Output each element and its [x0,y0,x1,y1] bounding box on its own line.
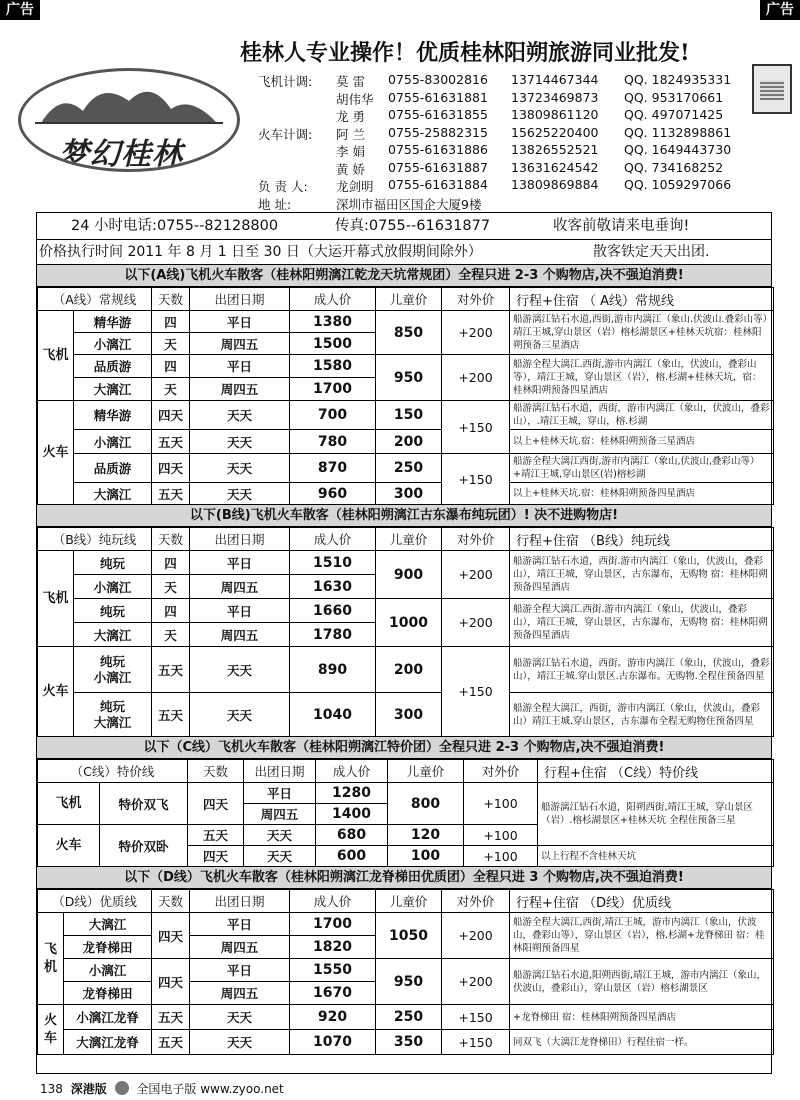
hotline-phone: 24 小时电话:0755--82128800 [71,218,279,234]
page-number: 138 [40,1082,63,1096]
table-row: 火车 小漓江龙脊 五天 天天 920 250 +150 +龙脊梯田 宿：桂林阳朔预备四星酒店 [38,1005,774,1030]
table-row: 飞机 大漓江 四天 平日 1700 1050 +200 船游全程大漓江,西街,靖江王城，游市内漓江（象山，伏波山，叠彩山等），穿山景区（岩），榕.杉湖+龙脊梯田 宿：桂林阳朔预备四星 [38,913,774,936]
contact-row: 黄 娇 0755-61631887 13631624542 QQ. 734168252 [336,159,724,177]
section-d-banner: 以下（D线）飞机火车散客（桂林阳朔漓江龙脊梯田优质团）全程只进 3 个购物店,决不强迫消费! [37,867,771,889]
logo-dot-icon [115,1081,129,1095]
table-row: 小漓江 四天 平日 1550 950 +200 船游漓江钻石水道,阳朔西街,靖江王城，游市内漓江（象山，伏波山，叠彩山），穿山景区（岩）榕杉湖景区 [38,959,774,982]
section-a-banner: 以下(A线)飞机火车散客（桂林阳朔漓江乾龙天坑常规团）全程只进 2-3 个购物店,决不强迫消费! [37,265,771,287]
price-period: 价格执行时间 2011 年 8 月 1 日至 30 日（大运开幕式放假期间除外） 散客铁定天天出团. [37,240,771,265]
section-b-banner: 以下(B线)飞机火车散客（桂林阳朔漓江古东瀑布纯玩团）! 决不进购物店! [37,505,771,527]
hotline-fax: 传真:0755--61631877 [335,218,491,234]
contact-row: 负 责 人: 龙剑明 0755-61631884 13809869884 QQ. 1059297066 [258,177,732,194]
table-row: 飞机 特价双飞 四天 平日 1280 800 +100 船游漓江钻石水道，阳朔西街,靖江王城，穿山景区（岩）.榕杉湖景区+桂林天坑 全程住预备三星 [38,783,774,804]
table-row: 火车 精华游 四天 天天 700 150 +150 船游漓江钻石水道，西街，游市内漓江（象山，伏波山，叠彩山），.靖江王城，穿山，榕.杉湖 [38,401,774,430]
table-row: 大漓江 天 周四五 1700 [38,378,774,401]
table-row: 龙脊梯田 周四五 1670 [38,982,774,1005]
logo-text: 梦幻桂林 [59,137,183,172]
section-d-table [37,889,774,1055]
slogan: 桂林人专业操作！优质桂林阳朔旅游同业批发! [240,40,690,66]
table-row: 小漓江 五天 天天 780 200 以上+桂林天坑.宿：桂林阳朔预备三星酒店 [38,430,774,454]
table-row: 品质游 四 平日 1580 950 +200 船游全程大漓江.西街,游市内漓江（象山，伏波山，叠彩山等），靖江王城，穿山景区（岩），榕.杉湖+桂林天坑，宿：桂林阳朔预备四星酒店 [38,355,774,378]
header [0,20,800,212]
logo [18,68,240,172]
table-row: 飞机 纯玩 四 平日 1510 900 +200 船游漓江钻石水道，西街.游市内漓江（象山，伏波山，叠彩山），靖江王城，穿山景区，古东瀑布，无购物 宿：桂林阳朔预备四星酒店 [38,551,774,575]
contact-row: 火车计调: 阿 兰 0755-25882315 15625220400 QQ. 1132898861 [258,124,732,142]
table-row: 火车 纯玩 小漓江 五天 天天 890 200 +150 船游漓江钻石水道，西街。游市内漓江（象山，伏波山，叠彩山），靖江王城.穿山景区.古东瀑布。无购物.全程住预备四星 [38,647,774,693]
section-b-table [37,527,774,737]
edition-label: 深港版 [70,1082,107,1096]
table-row: 大漓江 天 周四五 1780 [38,623,774,647]
contact-row: 龙 勇 0755-61631855 13809861120 QQ. 497071425 [336,107,724,124]
hotline-bar [37,213,771,240]
table-row: 飞机 精华游 四 平日 1380 850 +200 船游漓江钻石水道,西街,游市内漓江（象山.伏波山.叠彩山等）靖江王城,穿山景区（岩）榕杉湖景区+桂林天坑宿：桂林阳朔预备三星酒店 [38,311,774,333]
table-row: 纯玩 四 平日 1660 1000 +200 船游全程大漓江.西街.游市内漓江（象山，伏波山，叠彩山），靖江王城，穿山景区，古东瀑布，无购物 宿：桂林阳朔预备四星酒店 [38,599,774,623]
contact-row: 胡伟华 0755-61631881 13723469873 QQ. 953170661 [336,89,724,107]
table-row: 龙脊梯田 周四五 1820 [38,936,774,959]
website-link[interactable]: 全国电子版 www.zyoo.net [136,1082,284,1096]
table-row: 四天 天天 600 100 +100 以上行程不含桂林天坑 [38,846,774,867]
section-c-banner: 以下（C线）飞机火车散客（桂林阳朔漓江特价团）全程只进 2-3 个购物店,决不强迫消费! [37,737,771,759]
hotline-note: 收客前敬请来电垂询! [553,218,690,234]
contact-row: 李 娟 0755-61631886 13826552521 QQ. 1649443730 [336,142,732,159]
footer [40,1080,288,1097]
ad-label-left: 广告 [0,0,40,20]
table-header: （C线）特价线 天数 出团日期 成人价 儿童价 对外价 行程+住宿 （C线）特价线 [38,760,774,783]
table-row: 品质游 四天 天天 870 250 +150 船游全程大漓江西街,游市内漓江（象山,伏波山,叠彩山等）+靖江王城,穿山景区(岩)榕杉湖 [38,454,774,483]
ad-label-right: 广告 [760,0,800,20]
table-row: 大漓江龙脊 五天 天天 1070 350 +150 同双飞（大漓江龙脊梯田）行程住宿一样。 [38,1030,774,1055]
table-row: 纯玩 大漓江 五天 天天 1040 300 船游全程大漓江，西街，游市内漓江（象山，伏波山，叠彩山）靖江王城.穿山景区，古东瀑布全程无购物住预备四星 [38,693,774,737]
table-header: （B线）纯玩线 天数 出团日期 成人价 儿童价 对外价 行程+住宿 （B线）纯玩线 [38,528,774,551]
section-c-table [37,759,774,867]
table-row: 大漓江 五天 天天 960 300 以上+桂林天坑.宿：桂林阳朔预备四星酒店 [38,483,774,505]
table-row: 火车 特价双卧 五天 天天 680 120 +100 [38,825,774,846]
table-row: 小漓江 天 周四五 1630 [38,575,774,599]
contact-list [258,72,798,212]
price-sheet [36,212,772,1074]
table-row: 周四五 1400 [38,804,774,825]
section-a-table [37,287,774,505]
contact-row: 飞机计调: 莫 雷 0755-83002816 13714467344 QQ. 1824935331 [258,72,732,89]
address-row: 地 址: 深圳市福田区国企大厦9楼 [258,196,482,212]
table-header: （D线）优质线 天数 出团日期 成人价 儿童价 对外价 行程+住宿 （D线）优质线 [38,890,774,913]
table-row: 小漓江 天 周四五 1500 [38,333,774,355]
table-header: （A线）常规线 天数 出团日期 成人价 儿童价 对外价 行程+住宿 （ A线）常规线 [38,288,774,311]
